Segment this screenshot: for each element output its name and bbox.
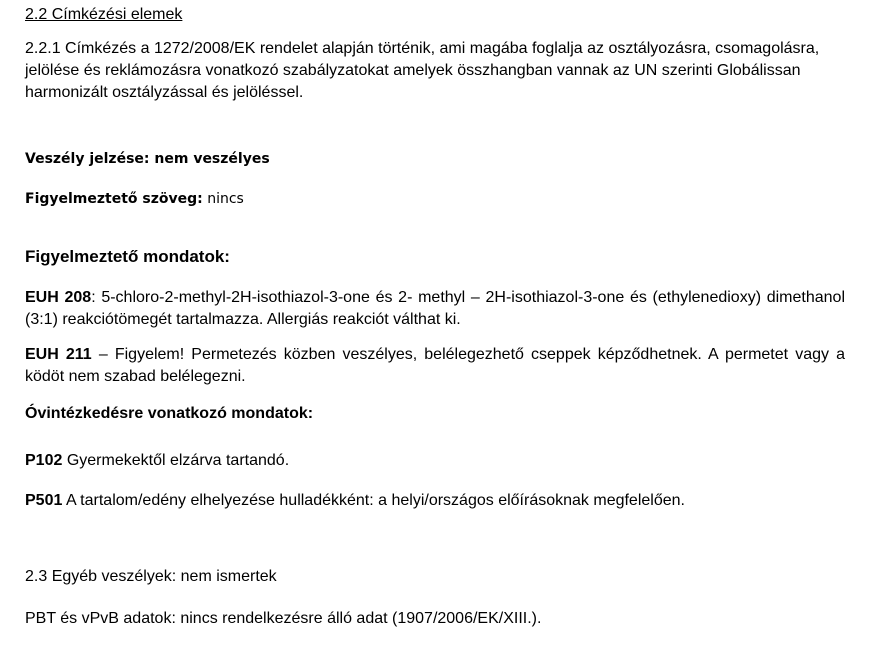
signal-word-label: Figyelmeztető szöveg: (25, 191, 203, 207)
p102-statement (25, 451, 845, 471)
p501-text: A tartalom/edény elhelyezése hulladékként: a helyi/országos előírásoknak megfelelően. (62, 492, 685, 509)
euh-208-statement (25, 287, 845, 331)
hazard-signal-line (25, 150, 845, 168)
p501-statement (25, 491, 845, 511)
pbt-vpvb-line: PBT és vPvB adatok: nincs rendelkezésre álló adat (1907/2006/EK/XIII.). (25, 610, 542, 627)
euh-211-statement (25, 344, 845, 388)
signal-word-line (25, 190, 845, 208)
euh-211-text: – Figyelem! Permetezés közben veszélyes, belélegezhető cseppek képződhetnek. A permetet vagy a ködöt nem szabad belélegezni. (25, 346, 845, 385)
precaution-statements-heading: Óvintézkedésre vonatkozó mondatok: (25, 405, 314, 422)
p102-text: Gyermekektől elzárva tartandó. (62, 452, 290, 469)
labelling-regulation-paragraph: 2.2.1 Címkézés a 1272/2008/EK rendelet alapján történik, ami magába foglalja az osztályozásra, csomagolásra, jelölése és reklámozásra vonatkozó szabályzatokat amelyek összhangban vannak az UN szerinti Globálissan harmonizált osztályzással és jelöléssel. (25, 40, 820, 101)
p102-code: P102 (25, 452, 63, 469)
hazard-signal-value: nem veszélyes (154, 151, 270, 167)
section-2-2-heading: 2.2 Címkézési elemek (25, 6, 183, 23)
hazard-signal-label: Veszély jelzése: (25, 151, 150, 167)
euh-211-code: EUH 211 (25, 346, 92, 363)
warning-statements-heading: Figyelmeztető mondatok: (25, 247, 230, 266)
signal-word-value: nincs (207, 191, 244, 207)
p501-code: P501 (25, 492, 63, 509)
euh-208-code: EUH 208 (25, 289, 92, 306)
section-2-3-line: 2.3 Egyéb veszélyek: nem ismertek (25, 568, 277, 585)
euh-208-text: : 5-chloro-2-methyl-2H-isothiazol-3-one és 2- methyl – 2H-isothiazol-3-one és (ethylenedioxy) dimethanol (3:1) reakciótömegét tartalmazza. Allergiás reakciót válthat ki. (25, 289, 846, 328)
